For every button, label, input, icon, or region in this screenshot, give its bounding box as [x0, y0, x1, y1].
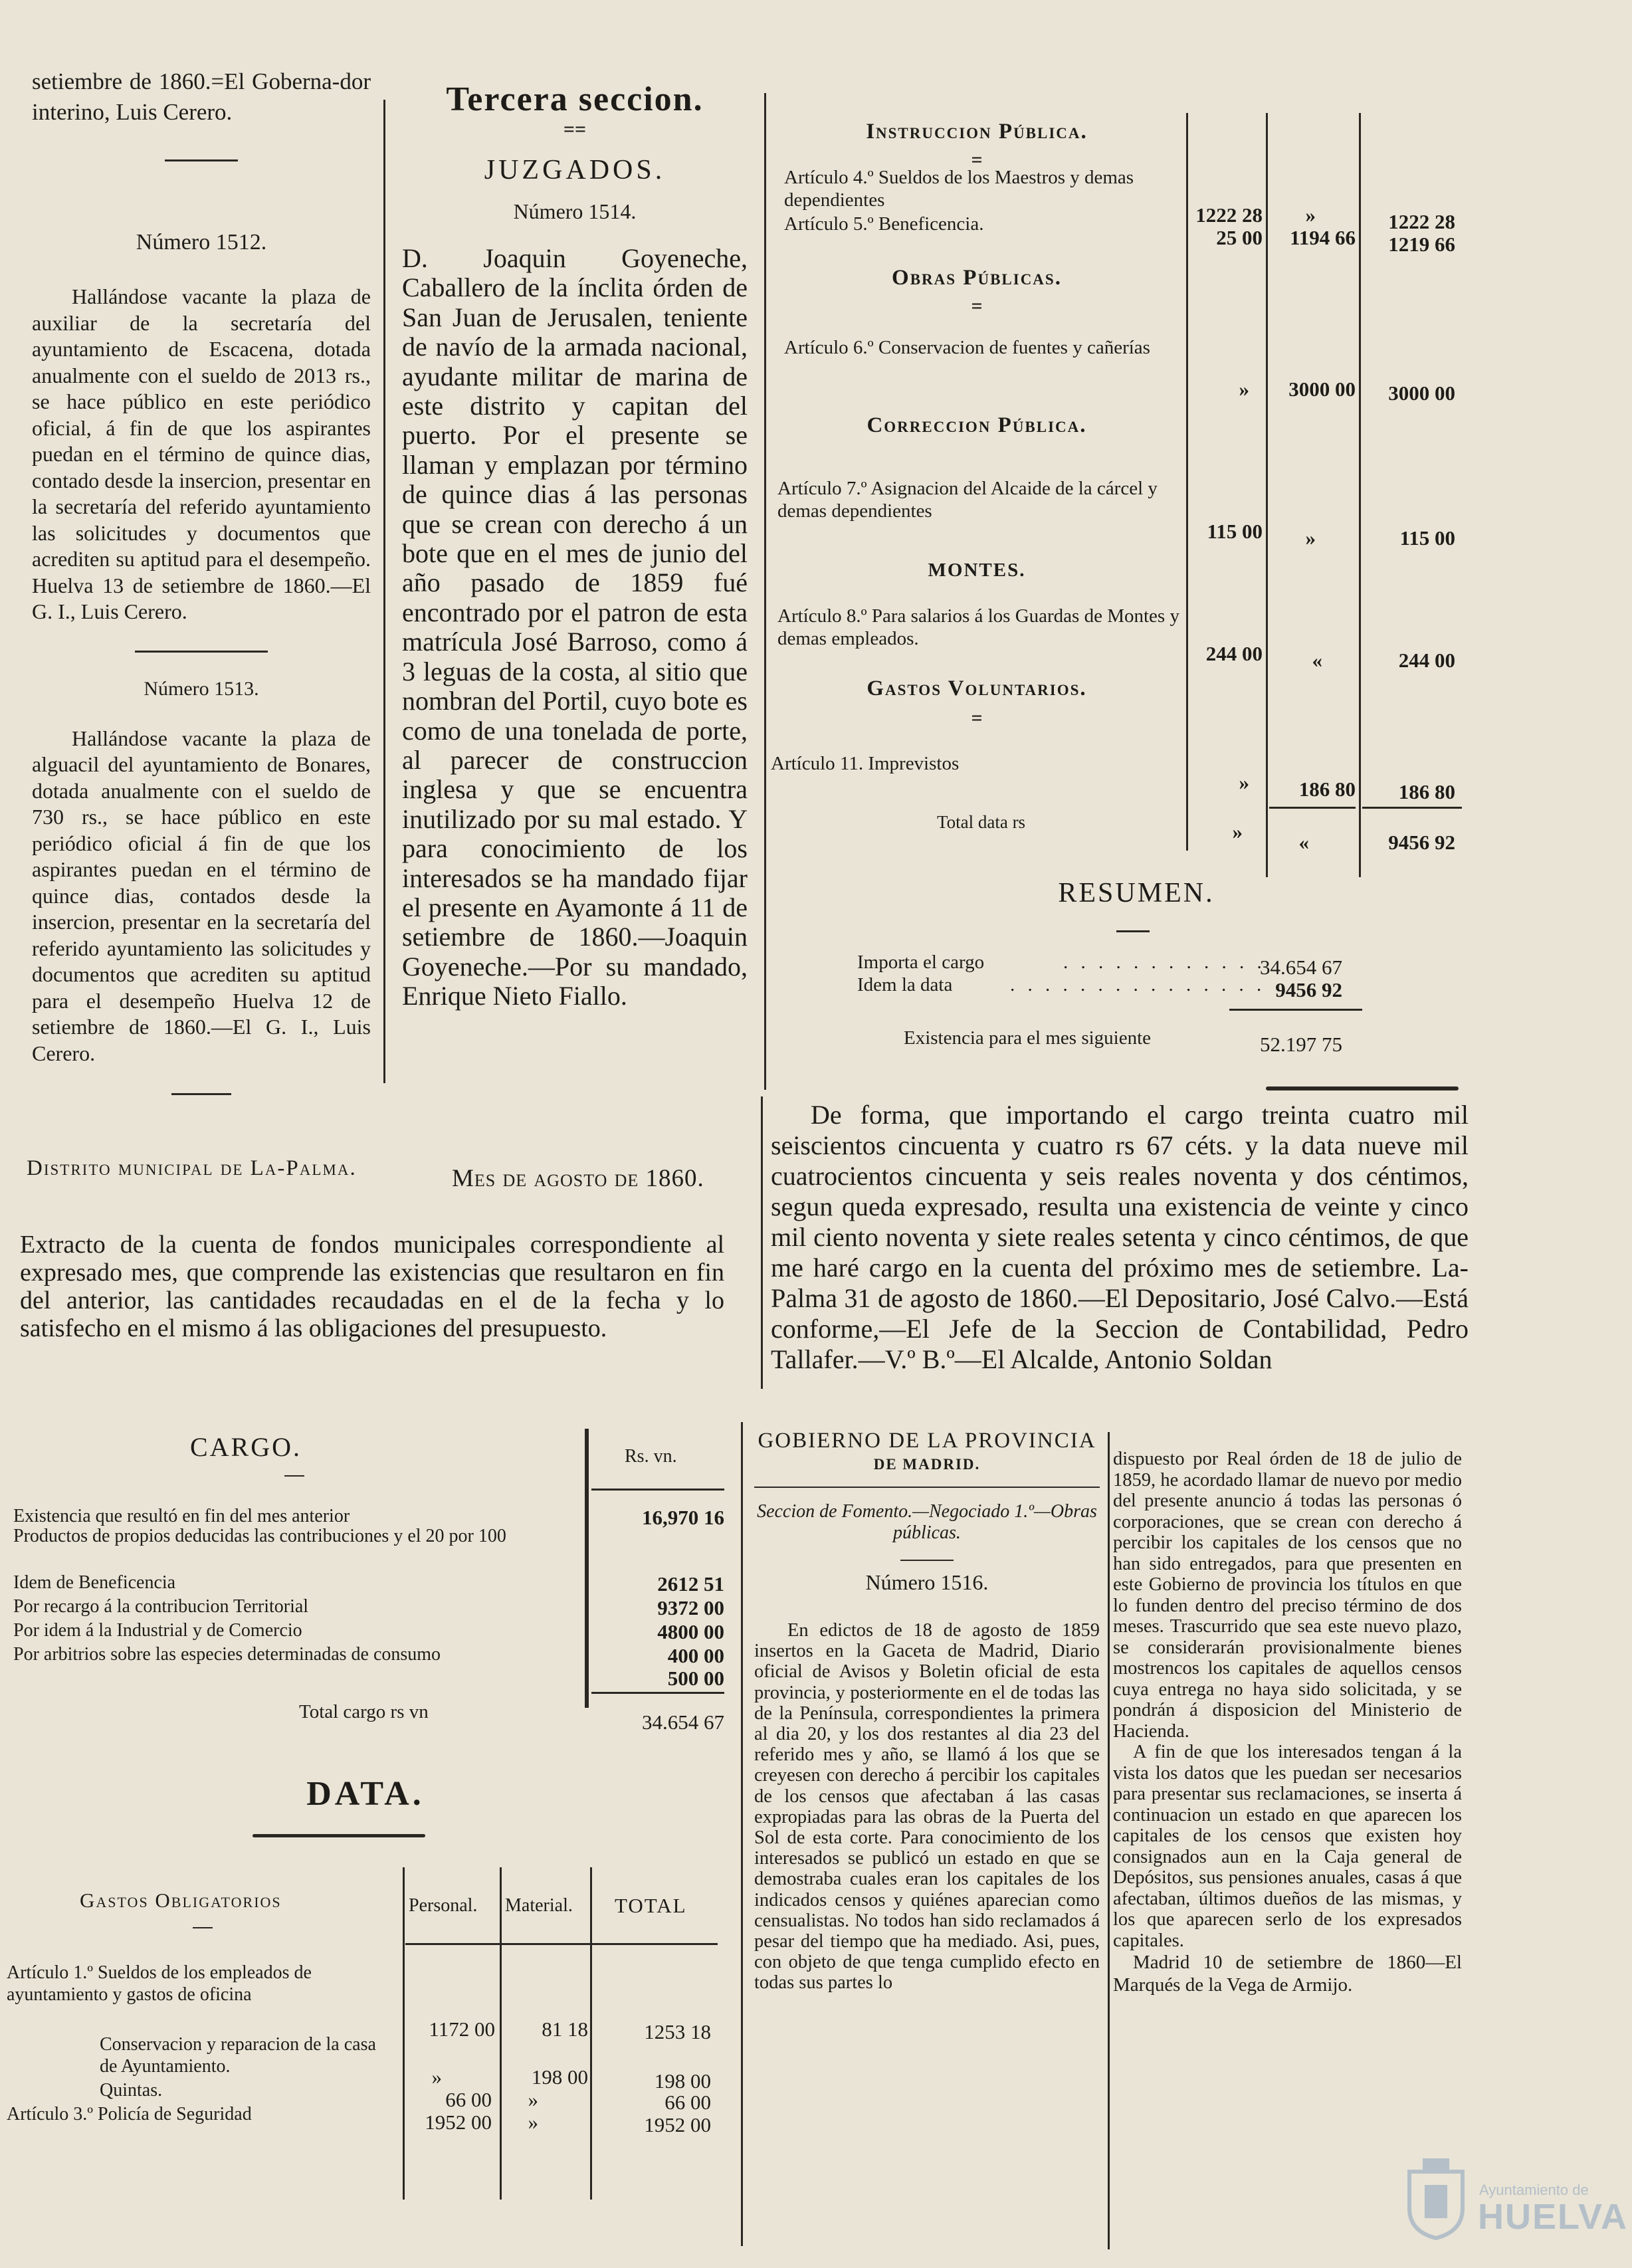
cargo-row-label: Existencia que resultó en fin del mes anterior	[13, 1506, 350, 1526]
distrito-title: Distrito municipal de La-Palma.	[27, 1156, 357, 1180]
cargo-row-label: Idem de Beneficencia	[13, 1572, 176, 1593]
quintas-label: Quintas.	[100, 2080, 163, 2101]
art4-col-a: 1222 28	[1195, 203, 1263, 227]
cargo-total-label: Total cargo rs vn	[299, 1701, 429, 1722]
cargo-row	[13, 1620, 724, 1643]
art7-col-a: 115 00	[1207, 520, 1263, 543]
art5-col-b: 1194 66	[1289, 226, 1356, 249]
art3-label: Artículo 3.º Policía de Seguridad	[7, 2104, 252, 2124]
correccion-heading: Correccion Pública.	[867, 413, 1087, 437]
cargo-row-label: Por arbitrios sobre las especies determinadas de consumo	[13, 1644, 441, 1665]
existencia-label: Existencia para el mes siguiente	[904, 1027, 1152, 1049]
n1514-title: Número 1514.	[513, 199, 637, 223]
gobierno-seccion: Seccion de Fomento.—Negociado 1.º—Obras públicas.	[757, 1501, 1097, 1543]
cargo-row-value: 500 00	[667, 1667, 724, 1690]
divider	[165, 159, 238, 161]
art3-personal: 1952 00	[425, 2111, 492, 2134]
art1-total: 1253 18	[644, 2020, 711, 2043]
leader-dots: . . . . . . . . . . . . . . .	[1010, 974, 1266, 995]
total-rule	[591, 1692, 724, 1694]
n1513-title: Número 1513.	[144, 677, 259, 700]
cargo-row	[13, 1526, 724, 1548]
col1-top-text: setiembre de 1860.=El Goberna-dor interino, Luis Cerero.	[32, 68, 371, 125]
cargo-row	[13, 1572, 724, 1595]
extracto-paragraph: Extracto de la cuenta de fondos municipales correspondiente al expresado mes, que comprende las existencias que resultaron en fin del anterior, las cantidades recaudadas en el de la fecha y lo satisfecho en el mismo á las obligaciones del presupuesto.	[20, 1231, 724, 1342]
table-rule	[1266, 113, 1268, 877]
gobierno-sign: Madrid 10 de setiembre de 1860—El Marqués de la Vega de Armijo.	[1113, 1952, 1462, 1996]
art8-col-b: «	[1312, 649, 1322, 672]
ornament: =	[971, 707, 983, 729]
column-2	[402, 80, 748, 1011]
n1512-body: Hallándose vacante la plaza de auxiliar de la secretaría del ayuntamiento de Escacena, dotada anualmente con el sueldo de 2013 rs., se hace público en este periódico oficial, á fin de que los aspirantes puedan en el término de quince dias, contado desde la insercion, presentar en la secretaría del referido ayuntamiento las solicitudes y documentos que acrediten su aptitud para el desempeño. Huelva 13 de setiembre de 1860.—El G. I., Luis Cerero.	[32, 284, 371, 623]
n1516-title: Número 1516.	[865, 1570, 989, 1594]
conserv-personal: »	[431, 2065, 442, 2089]
crest-icon	[1399, 2155, 1473, 2241]
divider	[171, 1093, 231, 1095]
ornament: ==	[563, 118, 587, 140]
art7-label: Artículo 7.º Asignacion del Alcaide de la cárcel y demas dependientes	[777, 478, 1158, 522]
table-rule	[500, 1867, 502, 2200]
cargo-row-value: 4800 00	[657, 1620, 724, 1643]
quintas-total: 66 00	[664, 2091, 711, 2114]
forma-paragraph: De forma, que importando el cargo treinta cuatro mil seiscientos cincuenta y cuatro rs 67 céts. y la data nueve mil cuatrocientos cincuenta y seis reales noventa y dos céntimos, segun queda expresado, resulta una existencia de veinte y cinco mil ciento noventa y siete reales setenta y cinco céntimos, de que me haré cargo en la cuenta del próximo mes de setiembre. La-Palma 31 de agosto de 1860.—El Depositario, José Calvo.—Está conforme,—El Jefe de la Seccion de Contabilidad, Pedro Tallafer.—V.º B.º—El Alcalde, Antonio Soldan	[771, 1100, 1469, 1374]
art6-col-b: 3000 00	[1288, 377, 1356, 401]
divider	[754, 1487, 1100, 1488]
cargo-table	[13, 1422, 731, 1754]
cargo-row-label: Por idem á la Industrial y de Comercio	[13, 1620, 302, 1641]
column-rule	[741, 1422, 743, 2246]
cargo-row	[13, 1667, 724, 1689]
n1514-body: D. Joaquin Goyeneche, Caballero de la ínclita órden de San Juan de Jerusalen, teniente de navío de la armada nacional, ayudante militar de marina de este distrito y capitan del puerto. Por el presente se llaman y emplazan por término de quince dias á las personas que se crean con derecho á un bote que en el mes de junio del año pasado de 1859 fué encontrado por el patron de esta matrícula José Barroso, como á 3 leguas de la costa, al sitio que nombran del Portil, cuyo bote es como de una tonelada de porte, al parecer de construccion inglesa y que se encuentra inutilizado por su mal estado. Y para conocimiento de los interesados se ha mandado fijar el presente en Ayamonte á 11 de setiembre de 1860.—Joaquin Goyeneche.—Por su mandado, Enrique Nieto Fiallo.	[402, 243, 748, 1011]
art11-col-c: 186 80	[1398, 780, 1455, 803]
cargo-row-value: 2612 51	[657, 1572, 724, 1596]
cargo-row-value: 9372 00	[657, 1596, 724, 1619]
art7-col-b: »	[1305, 526, 1316, 550]
ornament: =	[971, 149, 983, 171]
data-value: 9456 92	[1275, 978, 1342, 1001]
gobierno-right	[1113, 1449, 1462, 1996]
art3-total: 1952 00	[644, 2113, 711, 2136]
art4-col-c: 1222 28	[1388, 210, 1455, 233]
conserv-material: 198 00	[531, 2065, 588, 2089]
montes-heading: MONTES.	[928, 560, 1026, 581]
column-rule	[383, 100, 385, 1083]
data-table	[0, 1768, 731, 2140]
gobierno-subtitle: DE MADRID.	[873, 1456, 981, 1473]
watermark-line1: Ayuntamiento de	[1479, 2182, 1589, 2198]
total-col-a: »	[1232, 820, 1243, 843]
art6-col-a: »	[1239, 377, 1249, 401]
column-rule	[764, 93, 766, 1090]
n1513-body: Hallándose vacante la plaza de alguacil del ayuntamiento de Bonares, dotada anualmente con el sueldo de 730 rs., se hace público en este periódico oficial á fin de que los aspirantes puedan en el término de quince dias, contados desde la insercion, presentar en la secretaría del referido ayuntamiento las solicitudes y documentos que acrediten su aptitud para el desempeño Huelva 12 de setiembre de 1860.—El G. I., Luis Cerero.	[32, 726, 371, 1065]
col-total: TOTAL	[615, 1894, 687, 1917]
table-rule	[1359, 113, 1361, 877]
total-col-c: 9456 92	[1388, 831, 1455, 854]
art1-material: 81 18	[542, 2017, 588, 2041]
art8-label: Artículo 8.º Para salarios á los Guardas de Montes y demas empleados.	[777, 605, 1179, 649]
column-rule	[761, 1096, 763, 1389]
table-rule	[1186, 113, 1188, 851]
cargo-row-value: 400 00	[667, 1644, 724, 1667]
column-rule	[1108, 1432, 1110, 2249]
total-col-b: «	[1298, 831, 1309, 854]
art11-label: Artículo 11. Imprevistos	[771, 753, 960, 774]
divider	[284, 1475, 304, 1477]
juzgados-title: JUZGADOS.	[484, 155, 666, 185]
art4-col-b: »	[1305, 203, 1316, 227]
art1-label: Artículo 1.º Sueldos de los empleados de ayuntamiento y gastos de oficina	[7, 1962, 312, 2005]
total-rule	[1269, 807, 1356, 809]
gastos-heading: Gastos Obligatorios	[80, 1889, 282, 1912]
art3-material: »	[528, 2111, 538, 2134]
divider	[135, 651, 268, 653]
divider	[193, 1927, 213, 1928]
table-rule	[403, 1867, 405, 2200]
distrito-month: Mes de agosto de 1860.	[452, 1165, 704, 1192]
resumen-heading: RESUMEN.	[1058, 878, 1215, 908]
art8-col-a: 244 00	[1205, 642, 1263, 665]
cargo-heading: CARGO.	[189, 1432, 302, 1462]
quintas-personal: 66 00	[445, 2088, 492, 2111]
art5-label: Artículo 5.º Beneficencia.	[784, 213, 984, 235]
cargo-label: Importa el cargo	[857, 952, 985, 973]
art11-col-b: 186 80	[1298, 777, 1356, 801]
sum-rule	[1229, 1009, 1362, 1011]
table-rule	[591, 1489, 724, 1491]
col-personal: Personal.	[409, 1895, 478, 1916]
total-rule	[1362, 807, 1462, 809]
gobierno-body-2: dispuesto por Real órden de 18 de julio de 1859, he acordado llamar de nuevo por medio del presente anuncio á todas las personas ó corporaciones, que se crean con derecho á percibir los capitales de los censos que no han sido entregados, para que presenten en este Gobierno de provincia los títulos en que lo funden dentro del preciso término de dos meses. Trascurrido que sea este nuevo plazo, se considerarán provisionalmente bienes mostrencos los capitales de aquellos censos cuya entrega no haya sido solicitada, y se pondrán á disposicion del Ministerio de Hacienda.	[1113, 1449, 1462, 1742]
cargo-unit: Rs. vn.	[625, 1446, 677, 1467]
section-title: Tercera seccion.	[446, 80, 704, 118]
data-heading: DATA.	[306, 1775, 425, 1813]
gobierno-body-3: A fin de que los interesados tengan á la vista los datos que les puedan ser necesarios para presentar sus reclamaciones, se inserta á continuacion un estado en que aparecen los capitales de los censos que existen hoy consignados aun en la Caja general de Depósitos, sus pensiones anuales, casas á que afectaban, últimos dueños de las mismas, y los que aparecen serlo de los expresados capitales.	[1113, 1742, 1462, 1951]
cargo-total-value: 34.654 67	[642, 1710, 724, 1734]
col-material: Material.	[505, 1895, 573, 1916]
art6-col-c: 3000 00	[1388, 381, 1455, 405]
cargo-row-label: Productos de propios deducidas las contribuciones y el 20 por 100	[13, 1526, 506, 1546]
gobierno-body-1: En edictos de 18 de agosto de 1859 insertos en la Gaceta de Madrid, Diario oficial de Avisos y Boletin oficial de esta provincia, y posteriormente en el de todas las de la Península, correspondientes la primera al dia 20, y los dos restantes al dia 23 del referido mes y año, se llamó á los que se creyesen con derecho á percibir los capitales de los censos que afectaban á las casas expropiadas para las obras de la Puerta del Sol de esta corte. Para conocimiento de los interesados se publicó un estado en que se demostraba cuales eran los capitales de los indicados censos y quiénes aparecian como censualistas. No todos han sido reclamados á pesar del tiempo que ha mediado. Asi, pues, con objeto de que tenga cumplido efecto en todas sus partes lo	[754, 1620, 1100, 1994]
data-label: Idem la data	[857, 974, 953, 995]
art1-personal: 1172 00	[429, 2017, 495, 2041]
column-1	[32, 66, 371, 1095]
cargo-value: 34.654 67	[1260, 956, 1342, 979]
art7-col-c: 115 00	[1399, 526, 1455, 550]
voluntarios-heading: Gastos Voluntarios.	[867, 676, 1087, 700]
ornament-rule	[1266, 1086, 1459, 1090]
conserv-total: 198 00	[654, 2069, 711, 2093]
cargo-row	[13, 1644, 724, 1667]
cargo-row-label: Por recargo á la contribucion Territorial	[13, 1596, 309, 1617]
instruccion-heading: Instruccion Pública.	[866, 120, 1088, 144]
cargo-row	[13, 1506, 724, 1528]
divider	[1116, 930, 1150, 932]
art11-col-a: »	[1239, 771, 1249, 794]
watermark-line2: HUELVA	[1478, 2197, 1628, 2237]
n1512-title: Número 1512.	[136, 230, 267, 255]
gobierno-left	[754, 1429, 1100, 1994]
art5-col-c: 1219 66	[1388, 233, 1455, 256]
existencia-value: 52.197 75	[1260, 1033, 1342, 1056]
divider	[900, 1560, 954, 1561]
art5-col-a: 25 00	[1216, 226, 1263, 249]
conserv-label: Conservacion y reparacion de la casa de Ayuntamiento.	[100, 2034, 376, 2077]
column-3	[771, 113, 1495, 1096]
art8-col-c: 244 00	[1398, 649, 1455, 672]
gobierno-title: GOBIERNO DE LA PROVINCIA	[758, 1429, 1096, 1453]
table-rule	[405, 1943, 718, 1945]
art4-label: Artículo 4.º Sueldos de los Maestros y demas dependientes	[784, 167, 1134, 211]
huelva-watermark	[1399, 2155, 1628, 2241]
cargo-row	[13, 1596, 724, 1619]
leader-dots: . . . . . . . . . . . .	[1063, 952, 1266, 973]
cargo-row-value: 16,970 16	[642, 1506, 724, 1529]
total-label: Total data rs	[937, 812, 1026, 832]
art6-label: Artículo 6.º Conservacion de fuentes y cañerías	[784, 337, 1150, 358]
ornament-rule	[253, 1834, 425, 1837]
obras-heading: Obras Públicas.	[892, 266, 1062, 290]
table-rule	[590, 1867, 592, 2200]
quintas-material: »	[528, 2088, 538, 2111]
ornament: =	[971, 295, 983, 317]
